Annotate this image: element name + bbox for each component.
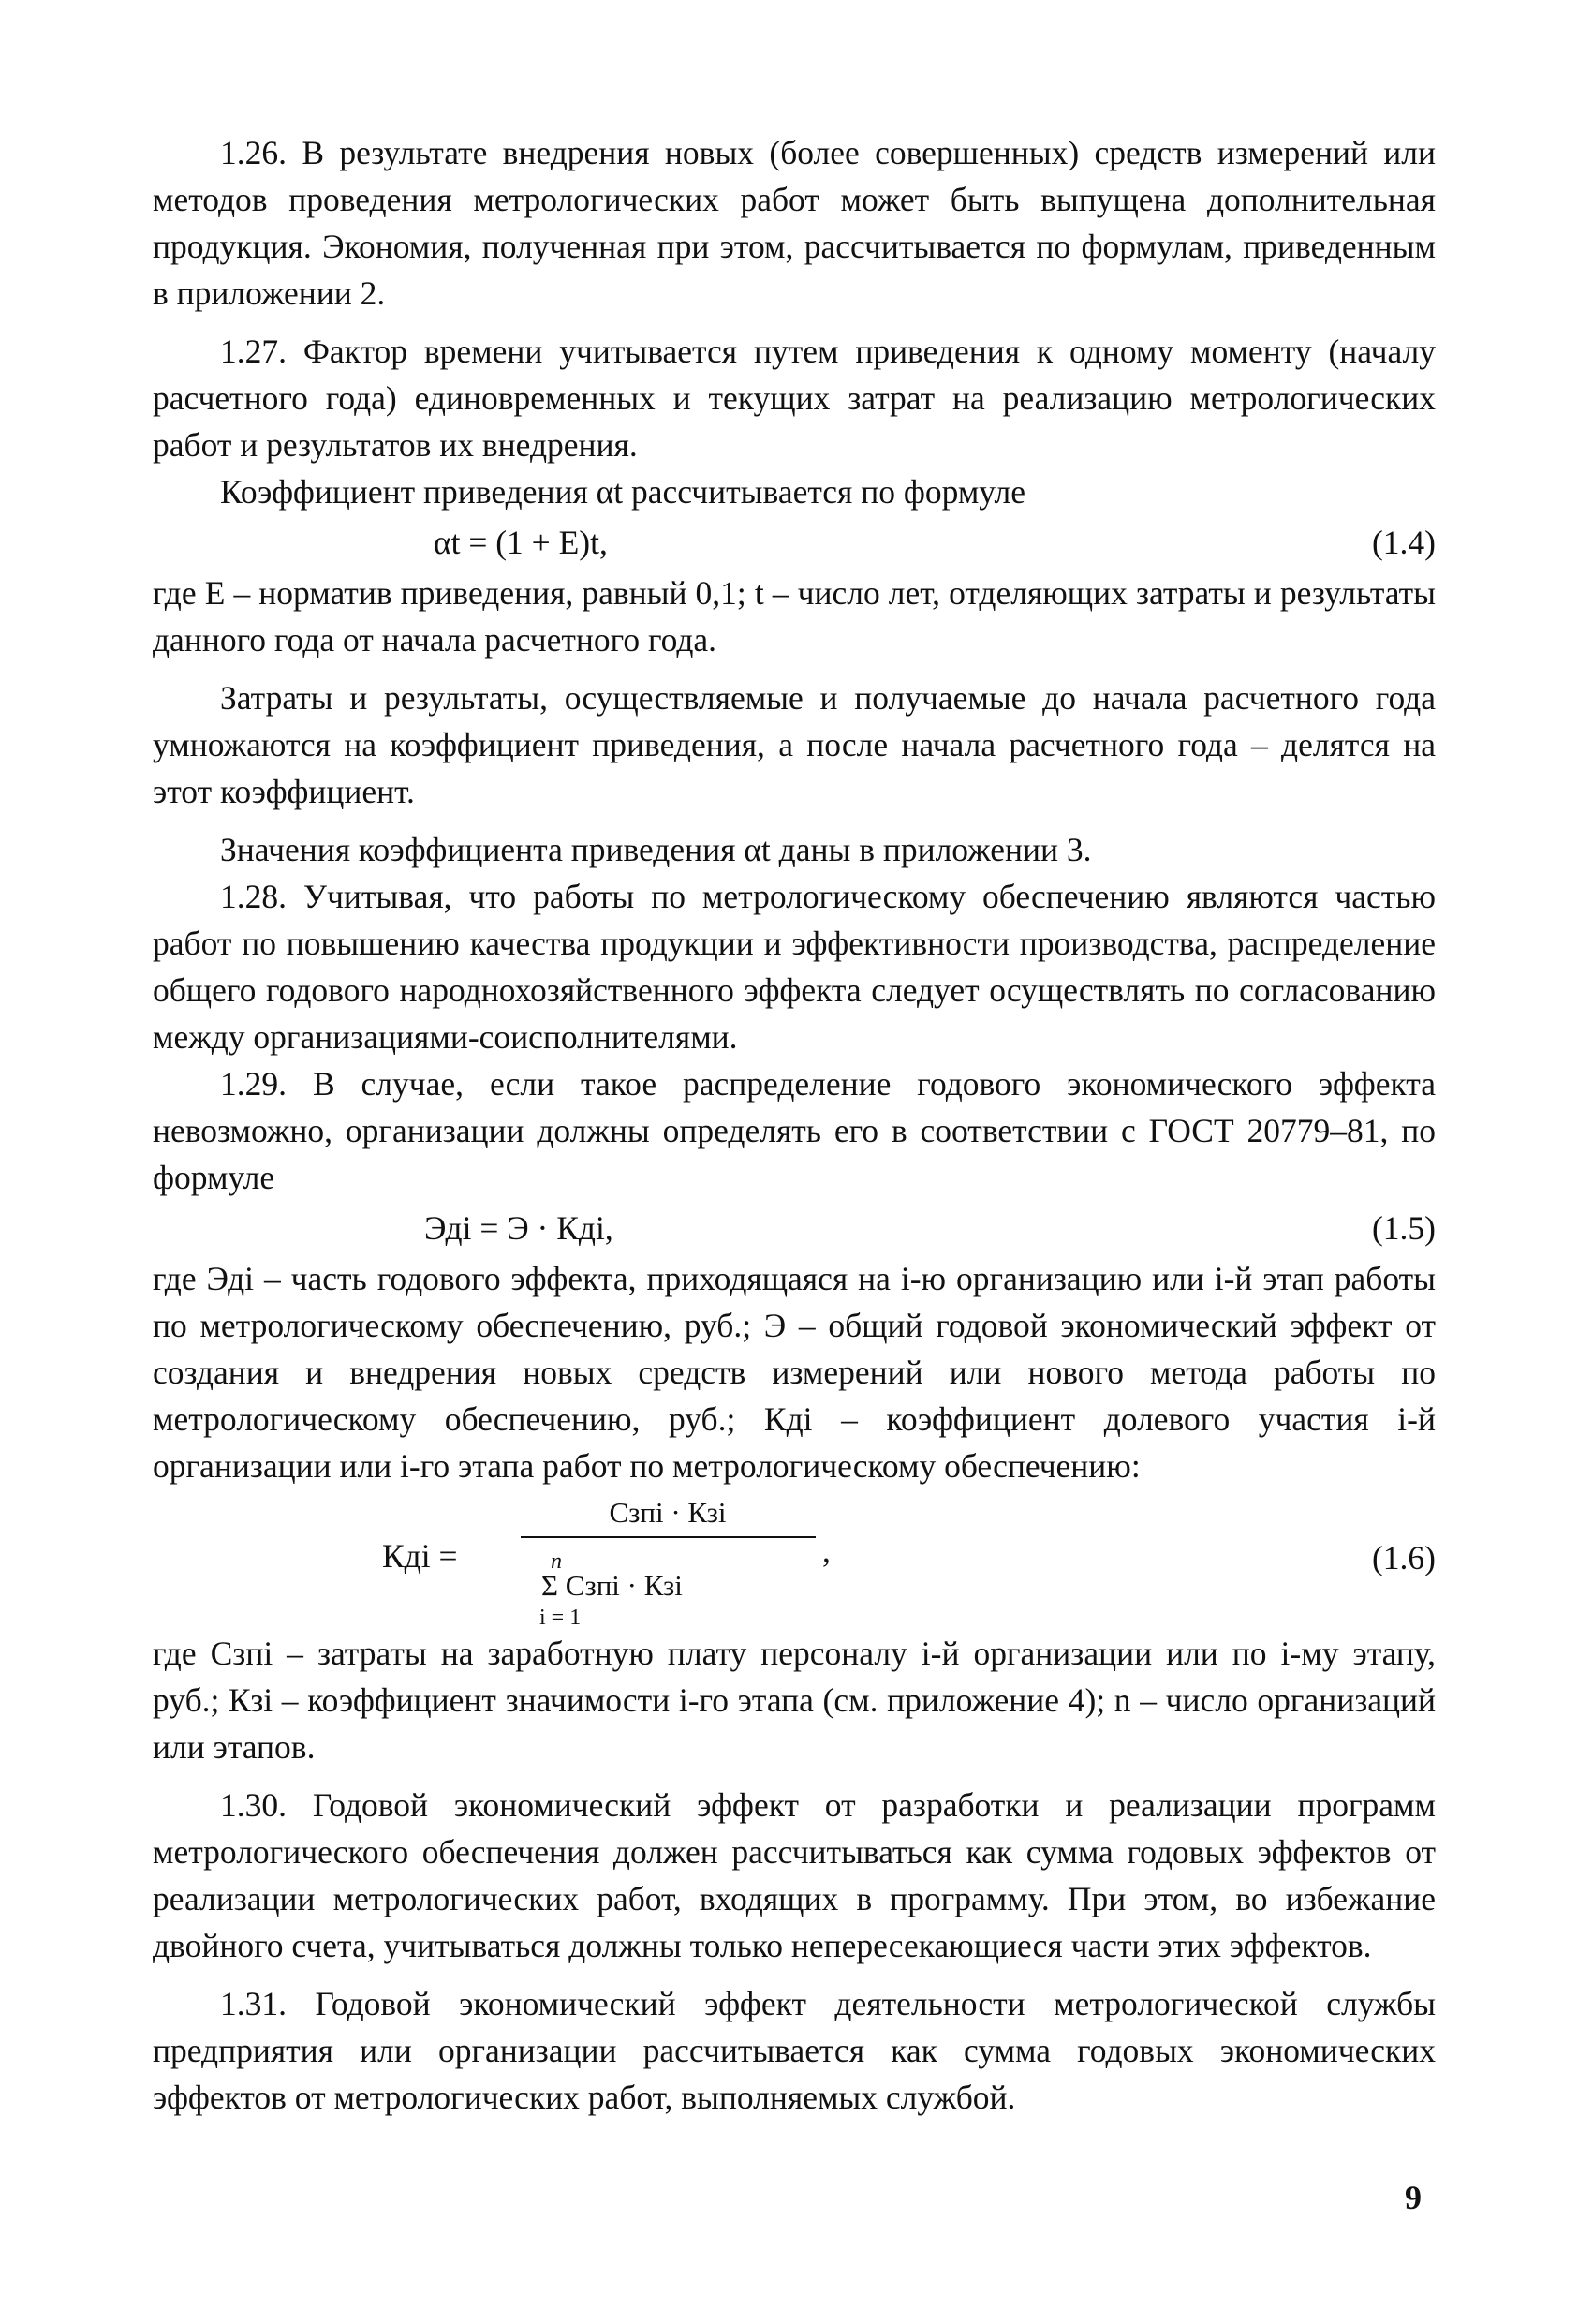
page-number: 9 [1405, 2179, 1422, 2216]
paragraph-1-28: 1.28. Учитывая, что работы по метрологическому обеспечению являются частью работ по повышению качества продукции и эффективности производства, распределение общего годового народнохозяйственного эффекта следует осуществлять по согласованию между организациями-соисполнителями. [153, 878, 1436, 1056]
sum-upper-limit: n [551, 1549, 562, 1574]
formula-1-5 [153, 1201, 1436, 1255]
formula-1-6-lhs: Кдi = [382, 1537, 458, 1575]
formula-1-6-comma: , [822, 1532, 831, 1569]
sum-lower-limit: i = 1 [539, 1606, 582, 1630]
paragraph-1-29: 1.29. В случае, если такое распределение годового экономического эффекта невозможно, организации должны определять его в соответствии с ГОСТ 20779–81, по формуле [153, 1065, 1436, 1196]
where-e-di-definition: где Эдi – часть годового эффекта, приходящаяся на i-ю организацию или i-й этап работы по метрологическому обеспечению, руб.; Э – общий годовой экономический эффект от создания и внедрения новых средств измерений или нового метода работы по метрологическому обеспечению, руб.; Кдi – коэффициент долевого участия i-й организации или i-го этапа работ по метрологическому обеспечению: [153, 1260, 1436, 1485]
paragraph-1-26: 1.26. В результате внедрения новых (более совершенных) средств измерений или методов проведения метрологических работ может быть выпущена дополнительная продукция. Экономия, полученная при этом, рассчитывается по формулам, приведенным в приложении 2. [153, 134, 1436, 312]
formula-1-6-number: (1.6) [1371, 1539, 1436, 1576]
values-paragraph: Значения коэффициента приведения αt даны в приложении 3. [220, 831, 1092, 868]
formula-1-5-number: (1.5) [1371, 1209, 1436, 1247]
formula-1-4-number: (1.4) [1371, 524, 1436, 561]
where-c-definition: где Cзпi – затраты на заработную плату персоналу i-й организации или по i-му этапу, руб.; Кзi – коэффициент значимости i-го этапа (см. приложение 4); n – число организаций или этапов. [153, 1635, 1436, 1766]
paragraph-1-31: 1.31. Годовой экономический эффект деятельности метрологической службы предприятия или организации рассчитывается как сумма годовых экономических эффектов от метрологических работ, выполняемых службой. [153, 1985, 1436, 2116]
costs-paragraph: Затраты и результаты, осуществляемые и получаемые до начала расчетного года умножаются на коэффициент приведения, а после начала расчетного года – делятся на этот коэффициент. [153, 679, 1436, 810]
formula-1-6 [153, 1489, 1436, 1630]
formula-1-6-denominator: Σ Cзпi · Кзi [541, 1569, 683, 1602]
paragraph-1-27: 1.27. Фактор времени учитывается путем приведения к одному моменту (началу расчетного года) единовременных и текущих затрат на реализацию метрологических работ и результатов их внедрения. [153, 333, 1436, 464]
formula-1-4-expression: αt = (1 + E)t, [434, 524, 608, 561]
where-e-definition: где E – норматив приведения, равный 0,1; t – число лет, отделяющих затраты и результаты данного года от начала расчетного года. [153, 574, 1436, 659]
paragraph-1-30: 1.30. Годовой экономический эффект от разработки и реализации программ метрологического обеспечения должен рассчитываться как сумма годовых эффектов от реализации метрологических работ, входящих в программу. При этом, во избежание двойного счета, учитываться должны только непересекающиеся части этих эффектов. [153, 1786, 1436, 1964]
formula-1-5-expression: Эдi = Э · Кдi, [424, 1209, 613, 1247]
formula-1-6-numerator: Cзпi · Кзi [609, 1496, 727, 1529]
body-text [153, 129, 1436, 2121]
formula-1-4 [153, 515, 1436, 570]
fraction-bar [521, 1536, 816, 1538]
coefficient-intro: Коэффициент приведения αt рассчитывается по формуле [220, 473, 1025, 511]
